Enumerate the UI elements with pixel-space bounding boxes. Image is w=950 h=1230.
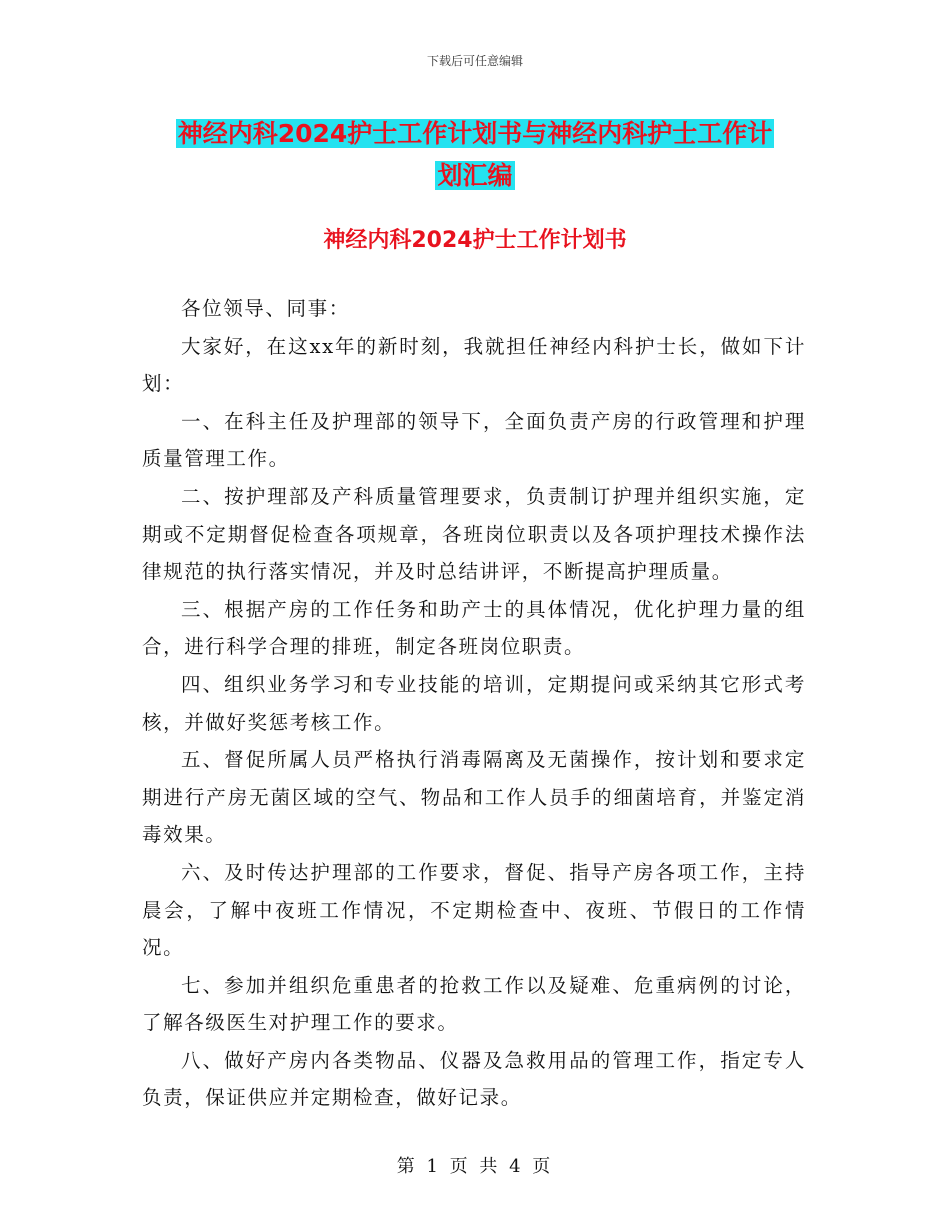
paragraph-item-6: 六、及时传达护理部的工作要求，督促、指导产房各项工作，主持晨会，了解中夜班工作情况，不定期检查中、夜班、节假日的工作情况。 xyxy=(142,860,806,960)
paragraph-item-7: 七、参加并组织危重患者的抢救工作以及疑难、危重病例的讨论，了解各级医生对护理工作的要求。 xyxy=(142,973,806,1035)
paragraph-item-8: 八、做好产房内各类物品、仪器及急救用品的管理工作，指定专人负责，保证供应并定期检查，做好记录。 xyxy=(142,1048,806,1110)
page-header-note: 下载后可任意编辑 xyxy=(426,54,523,68)
paragraph-item-1: 一、在科主任及护理部的领导下，全面负责产房的行政管理和护理质量管理工作。 xyxy=(142,409,806,471)
main-title-line-1: 神经内科2024护士工作计划书与神经内科护士工作计 xyxy=(177,119,773,148)
paragraph-item-3: 三、根据产房的工作任务和助产士的具体情况，优化护理力量的组合，进行科学合理的排班，制定各班岗位职责。 xyxy=(142,597,806,659)
main-title-line-2: 划汇编 xyxy=(437,161,513,190)
paragraph-intro: 大家好，在这xx年的新时刻，我就担任神经内科护士长，做如下计划： xyxy=(142,334,806,396)
paragraph-greeting: 各位领导、同事： xyxy=(181,297,350,320)
document-main-title xyxy=(140,113,810,197)
paragraph-item-4: 四、组织业务学习和专业技能的培训，定期提问或采纳其它形式考核，并做好奖惩考核工作。 xyxy=(142,672,806,734)
section-title: 神经内科2024护士工作计划书 xyxy=(323,228,627,253)
paragraph-item-2: 二、按护理部及产科质量管理要求，负责制订护理并组织实施，定期或不定期督促检查各项规章，各班岗位职责以及各项护理技术操作法律规范的执行落实情况，并及时总结讲评，不断提高护理质量。 xyxy=(142,484,806,584)
page-footer: 第 1 页 共 4 页 xyxy=(396,1156,554,1177)
paragraph-item-5: 五、督促所属人员严格执行消毒隔离及无菌操作，按计划和要求定期进行产房无菌区域的空气、物品和工作人员手的细菌培育，并鉴定消毒效果。 xyxy=(142,748,806,847)
document-body xyxy=(142,290,806,1117)
